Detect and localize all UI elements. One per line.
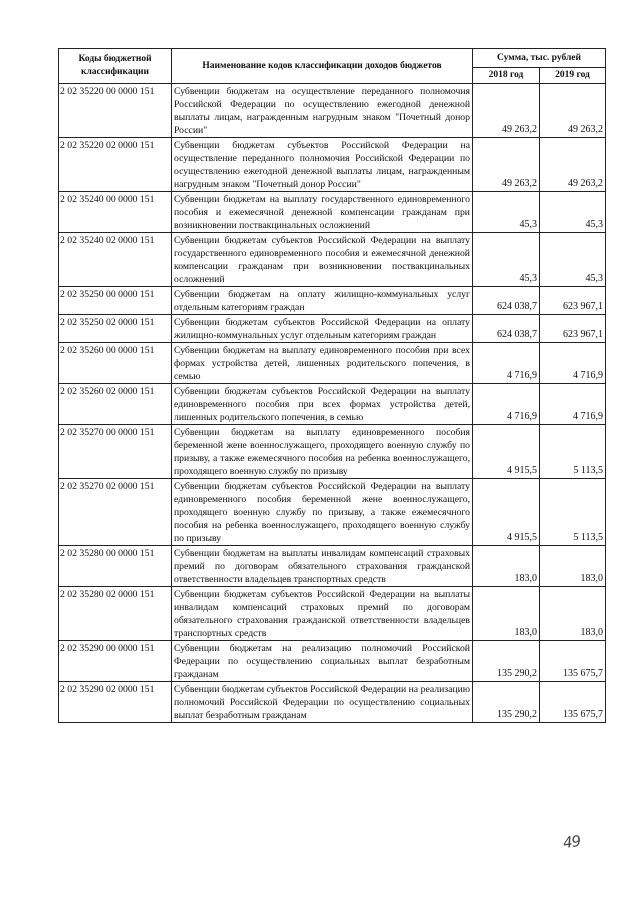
table-row bbox=[59, 641, 606, 682]
amount-2019-cell: 45,3 bbox=[540, 233, 606, 287]
amount-2019-cell: 623 967,1 bbox=[540, 287, 606, 315]
year-2018-header: 2018 год bbox=[473, 68, 540, 84]
budget-code-cell: 2 02 35250 00 0000 151 bbox=[59, 287, 172, 315]
amount-2018-cell: 4 716,9 bbox=[473, 384, 540, 425]
amount-2019-cell: 49 263,2 bbox=[540, 84, 606, 138]
revenue-name-cell: Субвенции бюджетам на осуществление переданного полномочия Российской Федерации по осуществлению ежегодной денежной выплаты лицам, награжденным нагрудным знаком "Почетный донор России" bbox=[172, 84, 473, 138]
revenue-name-cell: Субвенции бюджетам субъектов Российской Федерации на реализацию полномочий Российской Федерации по осуществлению социальных выплат безработным гражданам bbox=[172, 682, 473, 723]
budget-code-cell: 2 02 35290 00 0000 151 bbox=[59, 641, 172, 682]
table-row bbox=[59, 425, 606, 479]
sum-column-header: Сумма, тыс. рублей bbox=[473, 49, 606, 68]
table-row bbox=[59, 343, 606, 384]
amount-2019-cell: 183,0 bbox=[540, 546, 606, 587]
codes-column-header: Коды бюджетной классификации bbox=[59, 49, 172, 84]
revenue-name-cell: Субвенции бюджетам на выплаты инвалидам компенсаций страховых премий по договорам обязательного страхования гражданской ответственности владельцев транспортных средств bbox=[172, 546, 473, 587]
amount-2019-cell: 5 113,5 bbox=[540, 479, 606, 546]
table-row bbox=[59, 84, 606, 138]
amount-2018-cell: 49 263,2 bbox=[473, 138, 540, 192]
amount-2019-cell: 135 675,7 bbox=[540, 641, 606, 682]
amount-2019-cell: 5 113,5 bbox=[540, 425, 606, 479]
revenue-name-cell: Субвенции бюджетам на выплату единовременного пособия при всех формах устройства детей, лишенных родительского попечения, в семью bbox=[172, 343, 473, 384]
amount-2019-cell: 45,3 bbox=[540, 192, 606, 233]
amount-2018-cell: 45,3 bbox=[473, 192, 540, 233]
amount-2018-cell: 624 038,7 bbox=[473, 287, 540, 315]
amount-2019-cell: 4 716,9 bbox=[540, 384, 606, 425]
budget-code-cell: 2 02 35240 02 0000 151 bbox=[59, 233, 172, 287]
revenue-name-cell: Субвенции бюджетам субъектов Российской Федерации на оплату жилищно-коммунальных услуг отдельным категориям граждан bbox=[172, 315, 473, 343]
amount-2018-cell: 183,0 bbox=[473, 546, 540, 587]
budget-code-cell: 2 02 35270 00 0000 151 bbox=[59, 425, 172, 479]
budget-code-cell: 2 02 35250 02 0000 151 bbox=[59, 315, 172, 343]
revenue-name-cell: Субвенции бюджетам субъектов Российской Федерации на выплаты инвалидам компенсаций страховых премий по договорам обязательного страхования гражданской ответственности владельцев транспортных средств bbox=[172, 587, 473, 641]
table-header-row bbox=[59, 49, 606, 68]
revenue-name-cell: Субвенции бюджетам на выплату государственного единовременного пособия и ежемесячной денежной компенсации гражданам при возникновении поствакцинальных осложнений bbox=[172, 192, 473, 233]
amount-2018-cell: 183,0 bbox=[473, 587, 540, 641]
amount-2018-cell: 4 915,5 bbox=[473, 479, 540, 546]
budget-code-cell: 2 02 35260 00 0000 151 bbox=[59, 343, 172, 384]
revenue-name-cell: Субвенции бюджетам на оплату жилищно-коммунальных услуг отдельным категориям граждан bbox=[172, 287, 473, 315]
revenue-name-cell: Субвенции бюджетам на выплату единовременного пособия беременной жене военнослужащего, проходящего военную службу по призыву, а также ежемесячного пособия на ребенка военнослужащего, проходящего военную службу по призыву bbox=[172, 425, 473, 479]
budget-code-cell: 2 02 35260 02 0000 151 bbox=[59, 384, 172, 425]
budget-code-cell: 2 02 35280 00 0000 151 bbox=[59, 546, 172, 587]
table-body bbox=[59, 84, 606, 723]
budget-code-cell: 2 02 35220 00 0000 151 bbox=[59, 84, 172, 138]
revenue-name-cell: Субвенции бюджетам субъектов Российской Федерации на выплату единовременного пособия беременной жене военнослужащего, проходящего военную службу по призыву, а также ежемесячного пособия на ребенка военнослужащего, проходящего военную службу по призыву bbox=[172, 479, 473, 546]
name-column-header: Наименование кодов классификации доходов бюджетов bbox=[172, 49, 473, 84]
budget-code-cell: 2 02 35280 02 0000 151 bbox=[59, 587, 172, 641]
amount-2018-cell: 45,3 bbox=[473, 233, 540, 287]
table-row bbox=[59, 315, 606, 343]
amount-2018-cell: 135 290,2 bbox=[473, 682, 540, 723]
amount-2019-cell: 135 675,7 bbox=[540, 682, 606, 723]
amount-2019-cell: 623 967,1 bbox=[540, 315, 606, 343]
revenue-name-cell: Субвенции бюджетам субъектов Российской Федерации на выплату государственного единовременного пособия и ежемесячной денежной компенсации гражданам при возникновении поствакцинальных осложнений bbox=[172, 233, 473, 287]
budget-code-cell: 2 02 35240 00 0000 151 bbox=[59, 192, 172, 233]
revenue-name-cell: Субвенции бюджетам на реализацию полномочий Российской Федерации по осуществлению социальных выплат безработным гражданам bbox=[172, 641, 473, 682]
amount-2018-cell: 4 915,5 bbox=[473, 425, 540, 479]
budget-code-cell: 2 02 35290 02 0000 151 bbox=[59, 682, 172, 723]
table-row bbox=[59, 192, 606, 233]
page-number: 49 bbox=[561, 831, 582, 853]
table-row bbox=[59, 682, 606, 723]
table-row bbox=[59, 384, 606, 425]
amount-2018-cell: 49 263,2 bbox=[473, 84, 540, 138]
amount-2018-cell: 135 290,2 bbox=[473, 641, 540, 682]
table-row bbox=[59, 138, 606, 192]
table-row bbox=[59, 479, 606, 546]
revenue-name-cell: Субвенции бюджетам субъектов Российской Федерации на выплату единовременного пособия при всех формах устройства детей, лишенных родительского попечения, в семью bbox=[172, 384, 473, 425]
amount-2019-cell: 49 263,2 bbox=[540, 138, 606, 192]
amount-2019-cell: 183,0 bbox=[540, 587, 606, 641]
amount-2018-cell: 4 716,9 bbox=[473, 343, 540, 384]
table-row bbox=[59, 233, 606, 287]
amount-2019-cell: 4 716,9 bbox=[540, 343, 606, 384]
table-row bbox=[59, 546, 606, 587]
table-row bbox=[59, 287, 606, 315]
year-2019-header: 2019 год bbox=[540, 68, 606, 84]
table-row bbox=[59, 587, 606, 641]
budget-code-cell: 2 02 35220 02 0000 151 bbox=[59, 138, 172, 192]
budget-code-cell: 2 02 35270 02 0000 151 bbox=[59, 479, 172, 546]
amount-2018-cell: 624 038,7 bbox=[473, 315, 540, 343]
revenue-name-cell: Субвенции бюджетам субъектов Российской Федерации на осуществление переданного полномочия Российской Федерации по осуществлению ежегодной денежной выплаты лицам, награжденным нагрудным знаком "Почетный донор России" bbox=[172, 138, 473, 192]
budget-revenue-table bbox=[58, 48, 606, 723]
